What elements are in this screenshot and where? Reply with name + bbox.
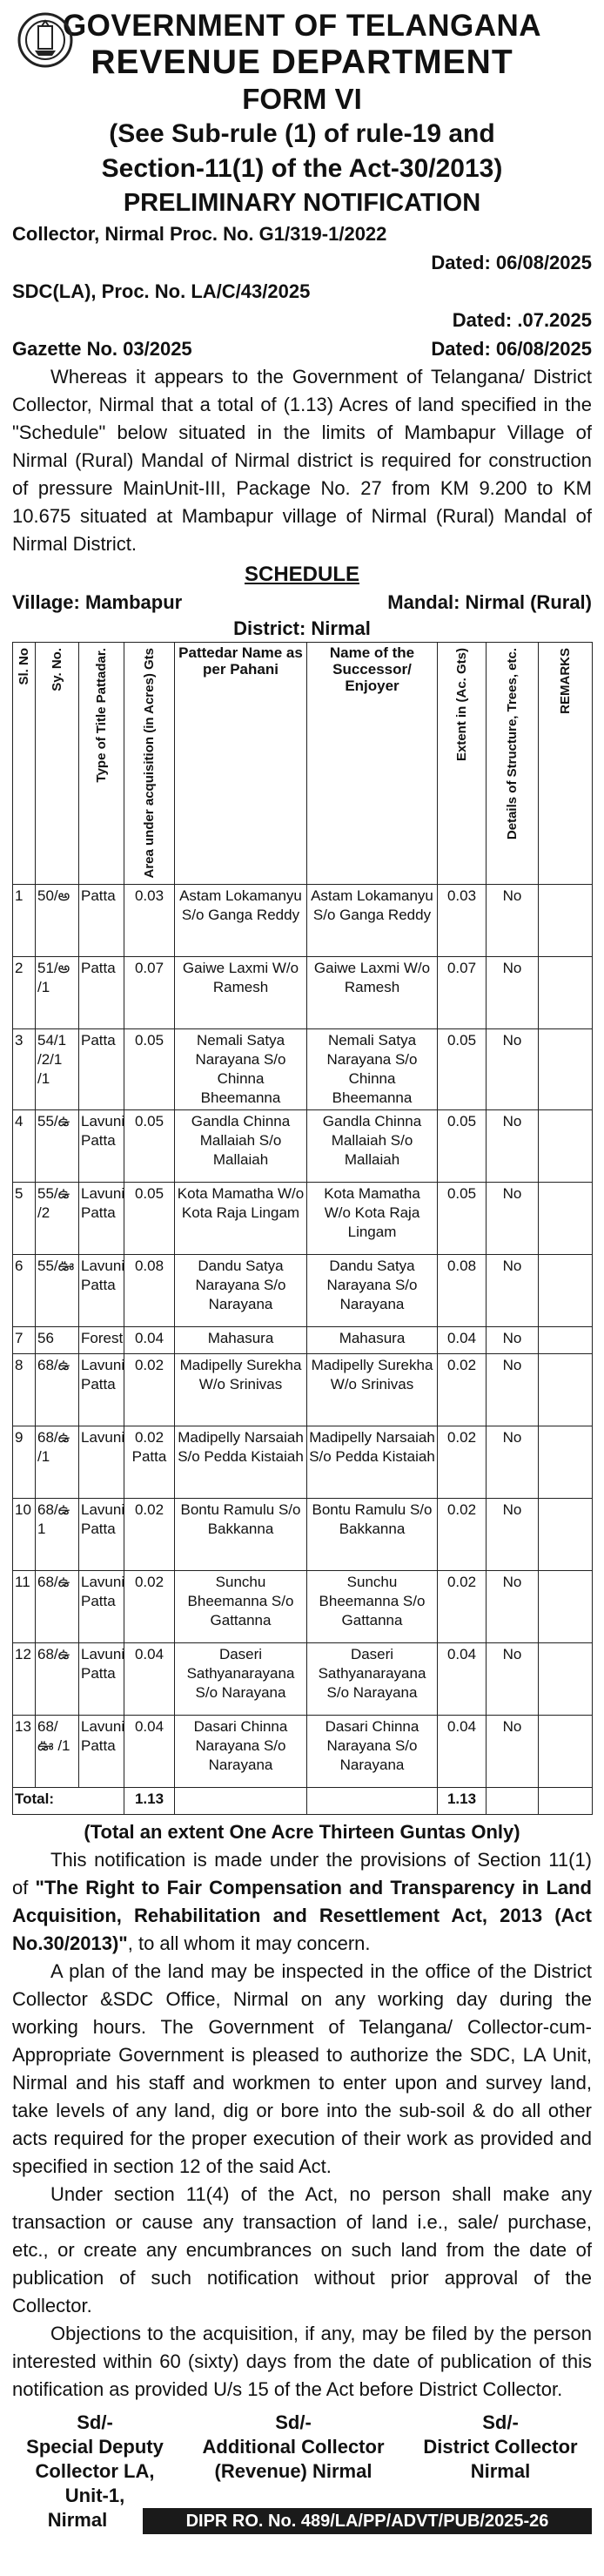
cell-remarks [539,1028,593,1109]
cell-sy: 68/ఉ [36,1353,79,1426]
cell-sl: 1 [13,884,36,956]
cell-extent: 0.02 [438,1426,487,1498]
cell-sl: 8 [13,1353,36,1426]
cell-sl: 7 [13,1326,36,1353]
total-label: Total: [13,1787,124,1814]
cell-type: Forest [79,1326,124,1353]
schedule-body [13,884,593,1787]
cell-successor: Gandla Chinna Mallaiah S/o Mallaiah [307,1109,438,1182]
table-row [13,1109,593,1182]
cell-area: 0.04 [124,1715,175,1787]
cell-details: No [487,1426,539,1498]
cell-extent: 0.05 [438,1182,487,1254]
cell-pattedar: Kota Mamatha W/o Kota Raja Lingam [175,1182,307,1254]
cell-sy: 55/ఉ [36,1109,79,1182]
cell-type: Lavuni Patta [79,1353,124,1426]
objection-paragraph: Objections to the acquisition, if any, may be filed by the person interested within 60 (sixty) days from the date of publication of this notification as provided U/s 15 of the Act before District Collector. [12,2322,592,2400]
collector-proc-no: Collector, Nirmal Proc. No. G1/319-1/2022 [12,223,387,245]
cell-area: 0.04 [124,1326,175,1353]
cell-details: No [487,1715,539,1787]
cell-successor: Sunchu Bheemanna S/o Gattanna [307,1570,438,1642]
table-row [13,1182,593,1254]
cell-pattedar: Madipelly Narsaiah S/o Pedda Kistaiah [175,1426,307,1498]
total-row [13,1787,593,1814]
cell-details: No [487,1353,539,1426]
table-row [13,1353,593,1426]
cell-remarks [539,1642,593,1715]
cell-pattedar: Daseri Sathyanarayana S/o Narayana [175,1642,307,1715]
state-emblem-icon [17,12,73,68]
total-extent: 1.13 [438,1787,487,1814]
total-extent-words: (Total an extent One Acre Thirteen Guntas Only) [84,1820,520,1843]
cell-sl: 9 [13,1426,36,1498]
sdc-proc-date: Dated: .07.2025 [452,309,592,331]
table-row [13,1498,593,1570]
cell-type: Lavuni Patta [79,1642,124,1715]
cell-extent: 0.02 [438,1353,487,1426]
cell-remarks [539,1182,593,1254]
cell-remarks [539,1715,593,1787]
cell-sy: 68/ఉ [36,1642,79,1715]
signatures [12,2411,592,2508]
col-sy-no: Sy. No. [36,643,79,885]
table-row [13,956,593,1028]
cell-area: 0.02 [124,1570,175,1642]
cell-type: Lavuni Patta [79,1254,124,1326]
cell-remarks [539,1570,593,1642]
cell-successor: Madipelly Narsaiah S/o Pedda Kistaiah [307,1426,438,1498]
cell-pattedar: Gaiwe Laxmi W/o Ramesh [175,956,307,1028]
total-empty-3 [487,1787,539,1814]
schedule-table [12,642,593,1815]
col-details: Details of Structure, Trees, etc. [487,643,539,885]
form-title: FORM VI [242,83,362,115]
cell-area: 0.02 [124,1498,175,1570]
cell-remarks [539,956,593,1028]
cell-pattedar: Dasari Chinna Narayana S/o Narayana [175,1715,307,1787]
cell-pattedar: Madipelly Surekha W/o Srinivas [175,1353,307,1426]
signature-sdc: Sd/- Special Deputy Collector LA, Unit-1, [26,2411,164,2506]
cell-pattedar: Nemali Satya Narayana S/o Chinna Bheemanna [175,1028,307,1109]
sdc-proc-no: SDC(LA), Proc. No. LA/C/43/2025 [12,280,311,302]
cell-remarks [539,1109,593,1182]
schedule-title: SCHEDULE [244,563,359,586]
cell-details: No [487,1498,539,1570]
transaction-paragraph: Under section 11(4) of the Act, no person shall make any transaction or cause any transaction of land i.e., sale/ purchase, etc., or create any encumbrances on such land from the date of publication of such notification without prior approval of the Collector. [12,2182,592,2316]
total-empty-4 [539,1787,593,1814]
cell-sl: 10 [13,1498,36,1570]
cell-sy: 68/ఉ [36,1570,79,1642]
cell-successor: Gaiwe Laxmi W/o Ramesh [307,956,438,1028]
intro-paragraph: Whereas it appears to the Government of Telangana/ District Collector, Nirmal that a total of (1.13) Acres of land specified in the "Schedule" below situated in the limits of Mambapur Village of Nirmal (Rural) Mandal of Nirmal district is required for construction of pressure MainUnit-III, Package No. 27 from KM 9.200 to KM 10.675 situated at Mambapur village of Nirmal (Rural) Mandal of Nirmal District. [12,366,592,555]
cell-sl: 4 [13,1109,36,1182]
cell-area: 0.04 [124,1642,175,1715]
gazette-date: Dated: 06/08/2025 [431,338,592,360]
cell-sy: 68/ఉ /1 [36,1426,79,1498]
cell-sy: 55/ఊ [36,1254,79,1326]
cell-extent: 0.04 [438,1642,487,1715]
cell-details: No [487,1326,539,1353]
cell-successor: Kota Mamatha W/o Kota Raja Lingam [307,1182,438,1254]
cell-successor: Bontu Ramulu S/o Bakkanna [307,1498,438,1570]
cell-sl: 13 [13,1715,36,1787]
col-remarks: REMARKS [539,643,593,885]
cell-successor: Madipelly Surekha W/o Srinivas [307,1353,438,1426]
department-title: REVENUE DEPARTMENT [91,44,513,81]
cell-sy: 50/అ [36,884,79,956]
cell-successor: Mahasura [307,1326,438,1353]
cell-area: 0.05 [124,1028,175,1109]
cell-area: 0.02 [124,1353,175,1426]
col-type: Type of Title Pattadar. [79,643,124,885]
sub-rule-line: (See Sub-rule (1) of rule-19 and [109,119,495,148]
references [12,219,592,363]
cell-successor: Dasari Chinna Narayana S/o Narayana [307,1715,438,1787]
total-empty-2 [307,1787,438,1814]
cell-sy: 68/ ఊ /1 [36,1715,79,1787]
cell-remarks [539,1353,593,1426]
col-pattedar: Pattedar Name as per Pahani [175,643,307,885]
cell-remarks [539,1498,593,1570]
cell-sy: 55/ఉ /2 [36,1182,79,1254]
cell-details: No [487,1254,539,1326]
cell-pattedar: Bontu Ramulu S/o Bakkanna [175,1498,307,1570]
col-extent: Extent in (Ac. Gts) [438,643,487,885]
cell-remarks [539,1326,593,1353]
cell-pattedar: Mahasura [175,1326,307,1353]
table-row [13,1254,593,1326]
collector-proc-date: Dated: 06/08/2025 [431,252,592,273]
cell-pattedar: Gandla Chinna Mallaiah S/o Mallaiah [175,1109,307,1182]
cell-type: Lavuni Patta [79,1109,124,1182]
signature-district-collector: Sd/- District Collector Nirmal [423,2411,578,2482]
header [12,9,592,219]
cell-extent: 0.02 [438,1498,487,1570]
col-successor: Name of the Successor/ Enjoyer [307,643,438,885]
cell-extent: 0.05 [438,1109,487,1182]
cell-sy: 51/అ /1 [36,956,79,1028]
cell-successor: Astam Lokamanyu S/o Ganga Reddy [307,884,438,956]
table-row [13,1570,593,1642]
col-area: Area under acquisition (in Acres) Gts [124,643,175,885]
cell-details: No [487,1642,539,1715]
cell-area: 0.05 [124,1109,175,1182]
signature-sdc-place: Nirmal [47,2508,108,2531]
table-row [13,1426,593,1498]
cell-area: 0.08 [124,1254,175,1326]
cell-sy: 56 [36,1326,79,1353]
cell-sl: 6 [13,1254,36,1326]
table-row [13,884,593,956]
cell-details: No [487,1182,539,1254]
cell-remarks [539,1426,593,1498]
col-sl-no: Sl. No [13,643,36,885]
total-area: 1.13 [124,1787,175,1814]
cell-pattedar: Astam Lokamanyu S/o Ganga Reddy [175,884,307,956]
mandal-label: Mandal: Nirmal (Rural) [387,591,592,613]
cell-extent: 0.07 [438,956,487,1028]
cell-type: Lavuni Patta [79,1570,124,1642]
cell-type: Lavuni Patta [79,1498,124,1570]
cell-type: Patta [79,956,124,1028]
cell-sl: 3 [13,1028,36,1109]
cell-type: Lavuni Patta [79,1182,124,1254]
cell-extent: 0.04 [438,1326,487,1353]
cell-details: No [487,1570,539,1642]
village-label: Village: Mambapur [12,591,183,613]
cell-sl: 5 [13,1182,36,1254]
cell-sy: 54/1 /2/1 /1 [36,1028,79,1109]
gazette-no: Gazette No. 03/2025 [12,338,192,360]
act-name: "The Right to Fair Compensation and Transparency in Land Acquisition, Rehabilitation and Resettlement Act, 2013 (Act No.30/2013)" [12,1876,592,1954]
cell-sl: 11 [13,1570,36,1642]
cell-pattedar: Dandu Satya Narayana S/o Narayana [175,1254,307,1326]
signature-additional-collector: Sd/- Additional Collector (Revenue) Nirmal [202,2411,385,2482]
cell-type: Patta [79,884,124,956]
notification-title: PRELIMINARY NOTIFICATION [123,189,481,217]
table-header-row [13,643,593,885]
act-paragraph: This notification is made under the provisions of Section 11(1) of "The Right to Fair Compensation and Transparency in Land Acquisition, Rehabilitation and Resettlement Act, 2013 (Act No.30/2013)", to all whom it may concern. [12,1848,592,1954]
dipr-ro-number: DIPR RO. No. 489/LA/PP/ADVT/PUB/2025-26 [143,2508,592,2534]
cell-extent: 0.02 [438,1570,487,1642]
section-line: Section-11(1) of the Act-30/2013) [101,154,503,183]
table-row [13,1715,593,1787]
cell-successor: Nemali Satya Narayana S/o Chinna Bheemanna [307,1028,438,1109]
cell-extent: 0.05 [438,1028,487,1109]
inspection-paragraph: A plan of the land may be inspected in the office of the District Collector &SDC Office, Nirmal on any working day during the working hours. The Government of Telangana/ Collector-cum-Appropriate Government is pleased to authorize the SDC, LA Unit, Nirmal and his staff and workmen to enter upon and survey land, take levels of any land, dig or bore into the sub-soil & do all other acts required for the proper execution of their work as provided and specified in section 12 of the said Act. [12,1959,592,2177]
cell-type: Lavuni [79,1426,124,1498]
table-row [13,1642,593,1715]
cell-details: No [487,956,539,1028]
cell-successor: Dandu Satya Narayana S/o Narayana [307,1254,438,1326]
cell-details: No [487,1109,539,1182]
total-empty-1 [175,1787,307,1814]
table-row [13,1326,593,1353]
cell-successor: Daseri Sathyanarayana S/o Narayana [307,1642,438,1715]
cell-area: 0.07 [124,956,175,1028]
cell-sl: 2 [13,956,36,1028]
cell-sy: 68/ఉ 1 [36,1498,79,1570]
cell-area: 0.05 [124,1182,175,1254]
district-label: District: Nirmal [233,617,371,639]
government-title: GOVERNMENT OF TELANGANA [62,9,542,43]
cell-extent: 0.08 [438,1254,487,1326]
cell-remarks [539,884,593,956]
cell-details: No [487,884,539,956]
cell-type: Lavuni Patta [79,1715,124,1787]
table-row [13,1028,593,1109]
cell-extent: 0.04 [438,1715,487,1787]
cell-type: Patta [79,1028,124,1109]
cell-area: 0.02 Patta [124,1426,175,1498]
cell-pattedar: Sunchu Bheemanna S/o Gattanna [175,1570,307,1642]
cell-details: No [487,1028,539,1109]
cell-sl: 12 [13,1642,36,1715]
cell-area: 0.03 [124,884,175,956]
cell-extent: 0.03 [438,884,487,956]
cell-remarks [539,1254,593,1326]
